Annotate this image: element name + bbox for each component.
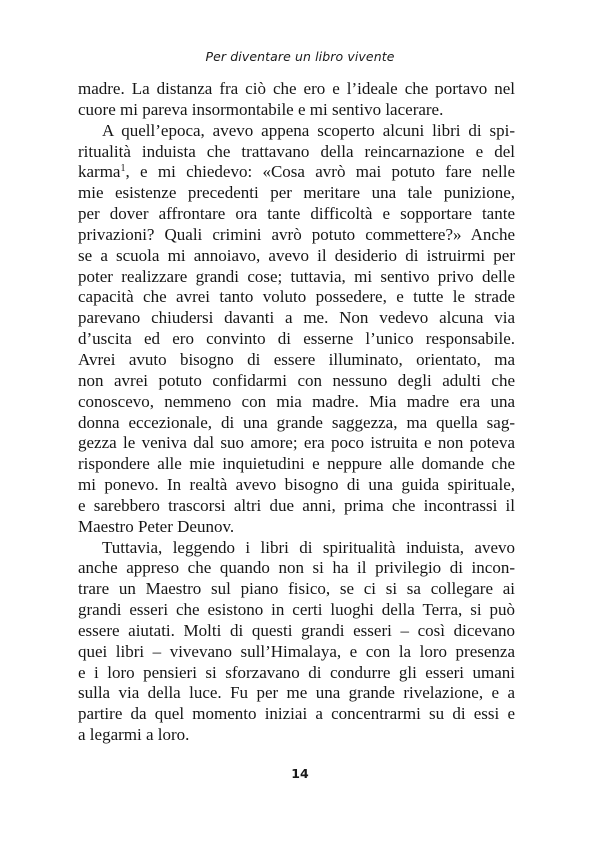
text-fragment: , e mi chiedevo: «Cosa avrò mai potuto fare nelle bbox=[125, 162, 515, 182]
text-line: trare un Maestro sul piano fisico, se ci si sa collegare ai bbox=[78, 579, 515, 599]
text-line: poter realizzare grandi cose; tuttavia, mi sentivo privo delle bbox=[78, 266, 515, 286]
text-line: sulla via della luce. Fu per me una grande rivelazione, e a bbox=[78, 683, 515, 703]
text-line: rispondere alle mie inquietudini e neppure alle domande che bbox=[78, 454, 515, 474]
body-text bbox=[78, 79, 515, 746]
text-line: Avrei avuto bisogno di essere illuminato, orientato, ma bbox=[78, 349, 515, 369]
text-line: madre. La distanza fra ciò che ero e l’ideale che portavo nel bbox=[78, 79, 515, 98]
text-line: partire da quel momento iniziai a concentrarmi su di essi e bbox=[78, 704, 515, 724]
text-line: gezza le veniva dal suo amore; era poco istruita e non poteva bbox=[78, 433, 515, 453]
text-line: e i loro pensieri si sforzavano di condurre gli esseri umani bbox=[78, 662, 515, 682]
text-line: Maestro Peter Deunov. bbox=[78, 516, 235, 536]
text-line: conoscevo, nemmeno con mia madre. Mia madre era una bbox=[78, 391, 515, 411]
text-line: a legarmi a loro. bbox=[78, 725, 190, 745]
running-head-title: Per diventare un libro vivente bbox=[205, 49, 395, 64]
text-line: d’uscita ed ero convinto di esserne l’unico responsabile. bbox=[78, 329, 515, 349]
text-line: essere aiutati. Molti di questi grandi esseri – così dicevano bbox=[78, 620, 515, 640]
text-line: non avrei potuto confidarmi con nessuno degli adulti che bbox=[78, 370, 515, 390]
text-line: parevano chiudersi davanti a me. Non vedevo alcuna via bbox=[78, 308, 515, 328]
text-line: ritualità induista che trattavano della reincarnazione e del bbox=[78, 141, 515, 161]
text-line: donna eccezionale, di una grande saggezza, ma quella sag- bbox=[78, 412, 515, 432]
text-line: mi ponevo. In realtà avevo bisogno di una guida spirituale, bbox=[78, 475, 515, 495]
text-line: Tuttavia, leggendo i libri di spiritualità induista, avevo bbox=[102, 537, 515, 557]
text-line: mie esistenze precedenti per meritare una tale punizione, bbox=[78, 183, 515, 203]
text-line: e sarebbero trascorsi altri due anni, prima che incontrassi il bbox=[78, 495, 515, 515]
text-line: capacità che avrei tanto voluto possedere, e tutte le strade bbox=[78, 287, 515, 307]
footnote-marker[interactable]: 1 bbox=[120, 163, 126, 175]
text-line: anche appreso che quando non si ha il privilegio di incon- bbox=[78, 558, 515, 578]
page-number: 14 bbox=[291, 766, 309, 781]
text-line: quei libri – vivevano sull’Himalaya, e con la loro presenza bbox=[78, 641, 515, 661]
text-line bbox=[78, 162, 515, 183]
text-line: cuore mi pareva insormontabile e mi sentivo lacerare. bbox=[78, 99, 444, 119]
text-line: per dover affrontare ora tante difficoltà e sopportare tante bbox=[78, 204, 515, 224]
text-fragment: karma bbox=[78, 162, 121, 182]
text-line: se a scuola mi annoiavo, avevo il desiderio di istruirmi per bbox=[78, 245, 515, 265]
text-line: A quell’epoca, avevo appena scoperto alcuni libri di spi- bbox=[102, 120, 515, 140]
text-line: grandi esseri che esistono in certi luoghi della Terra, si può bbox=[78, 600, 515, 620]
text-line: privazioni? Quali crimini avrò potuto commettere?» Anche bbox=[78, 224, 515, 244]
